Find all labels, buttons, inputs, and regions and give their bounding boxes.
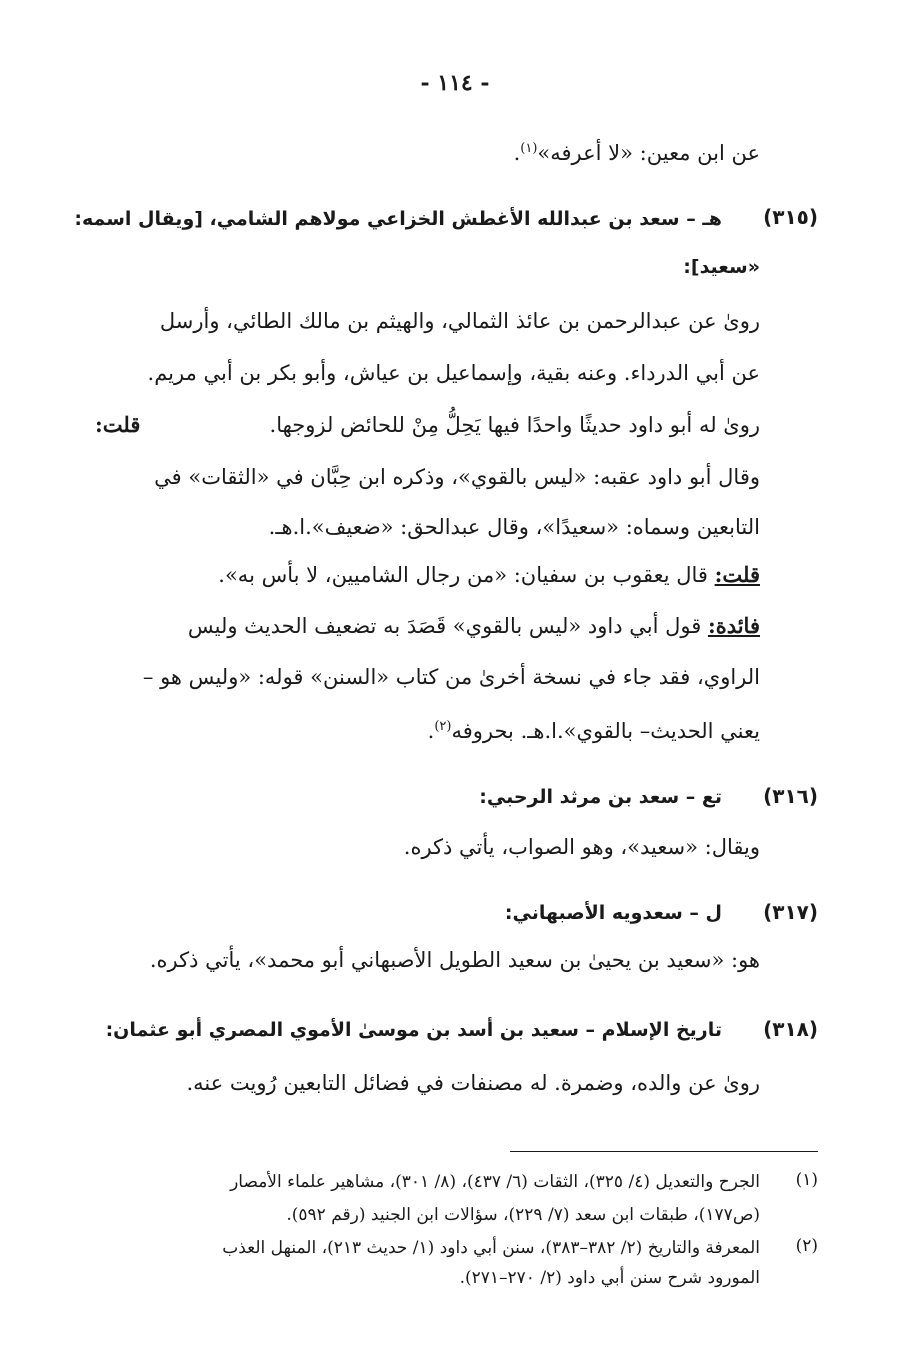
- entry-heading-315-cont: «سعيد]:: [683, 256, 760, 278]
- continuation-line: [514, 134, 760, 168]
- faida-line-2: الراوي، فقد جاء في نسخة أخرىٰ من كتاب «السنن» قوله: «وليس هو –: [142, 665, 760, 689]
- footnote-ref-2: (٢): [434, 719, 452, 734]
- entry-number-315: (٣١٥): [763, 205, 818, 229]
- footnote-number-1: (١): [795, 1170, 818, 1190]
- entry-heading-315: هـ – سعد بن عبدالله الأغطش الخزاعي مولاهم الشامي، [ويقال اسمه:: [74, 208, 722, 230]
- faida-line-3: [428, 712, 760, 746]
- entry-317-line: هو: «سعيد بن يحيىٰ بن سعيد الطويل الأصبهاني أبو محمد»، يأتي ذكره.: [149, 948, 760, 972]
- entry-315-line: وقال أبو داود عقبه: «ليس بالقوي»، وذكره ابن حِبَّان في «الثقات» في: [154, 465, 760, 489]
- footnote-1-line-1: الجرح والتعديل (٤/ ٣٢٥)، الثقات (٦/ ٤٣٧)، (٨/ ٣٠١)، مشاهير علماء الأمصار: [230, 1172, 760, 1192]
- footnote-ref-1: (١): [520, 141, 538, 156]
- qult-label: قلت:: [714, 562, 760, 587]
- entry-number-316: (٣١٦): [763, 784, 818, 808]
- entry-315-line: عن أبي الدرداء. وعنه بقية، وإسماعيل بن عياش، وأبو بكر بن أبي مريم.: [147, 361, 760, 385]
- entry-number-317: (٣١٧): [763, 900, 818, 924]
- footnote-2-line-2: المورود شرح سنن أبي داود (٢/ ٢٧٠–٢٧١).: [459, 1268, 760, 1288]
- footnote-2-line-1: المعرفة والتاريخ (٢/ ٣٨٢–٣٨٣)، سنن أبي داود (١/ حديث ٢١٣)، المنهل العذب: [222, 1238, 760, 1258]
- entry-318-line: روىٰ عن والده، وضمرة. له مصنفات في فضائل التابعين رُويت عنه.: [186, 1071, 760, 1095]
- qult-inline-label: قلت:: [95, 412, 141, 437]
- page-number: - ١١٤ -: [420, 70, 490, 96]
- faida-paragraph: [188, 611, 760, 641]
- footnote-separator: [510, 1151, 818, 1152]
- qult-text: قال يعقوب بن سفيان: «من رجال الشاميين، لا بأس به».: [218, 563, 715, 587]
- entry-heading-318: تاريخ الإسلام – سعيد بن أسد بن موسىٰ الأموي المصري أبو عثمان:: [105, 1019, 722, 1041]
- continuation-text: عن ابن معين: «لا أعرفه»: [537, 141, 760, 165]
- entry-315-line: روىٰ عن عبدالرحمن بن عائذ الثمالي، والهيثم بن مالك الطائي، وأرسل: [159, 309, 760, 333]
- continuation-end: .: [513, 141, 521, 165]
- faida-line-3-text: يعني الحديث– بالقوي».ا.هـ. بحروفه: [451, 719, 760, 743]
- entry-315-line: [270, 410, 760, 440]
- qult-paragraph: [218, 560, 760, 590]
- entry-heading-317: ل – سعدويه الأصبهاني:: [504, 902, 722, 924]
- footnote-1-line-2: (ص١٧٧)، طبقات ابن سعد (٧/ ٢٢٩)، سؤالات ابن الجنيد (رقم ٥٩٢).: [286, 1205, 760, 1225]
- entry-315-line-text: روىٰ له أبو داود حديثًا واحدًا فيها يَحِلُّ مِنْ للحائض لزوجها.: [269, 413, 760, 437]
- faida-line-1: قول أبي داود «ليس بالقوي» قَصَدَ به تضعيف الحديث وليس: [187, 614, 708, 638]
- faida-end: .: [427, 719, 435, 743]
- entry-315-line: التابعين وسماه: «سعيدًا»، وقال عبدالحق: «ضعيف».ا.هـ.: [268, 515, 760, 539]
- footnote-number-2: (٢): [795, 1236, 818, 1256]
- entry-316-line: ويقال: «سعيد»، وهو الصواب، يأتي ذكره.: [403, 835, 760, 859]
- entry-heading-316: تع – سعد بن مرثد الرحبي:: [479, 786, 722, 808]
- entry-number-318: (٣١٨): [763, 1017, 818, 1041]
- faida-label: فائدة:: [707, 613, 760, 638]
